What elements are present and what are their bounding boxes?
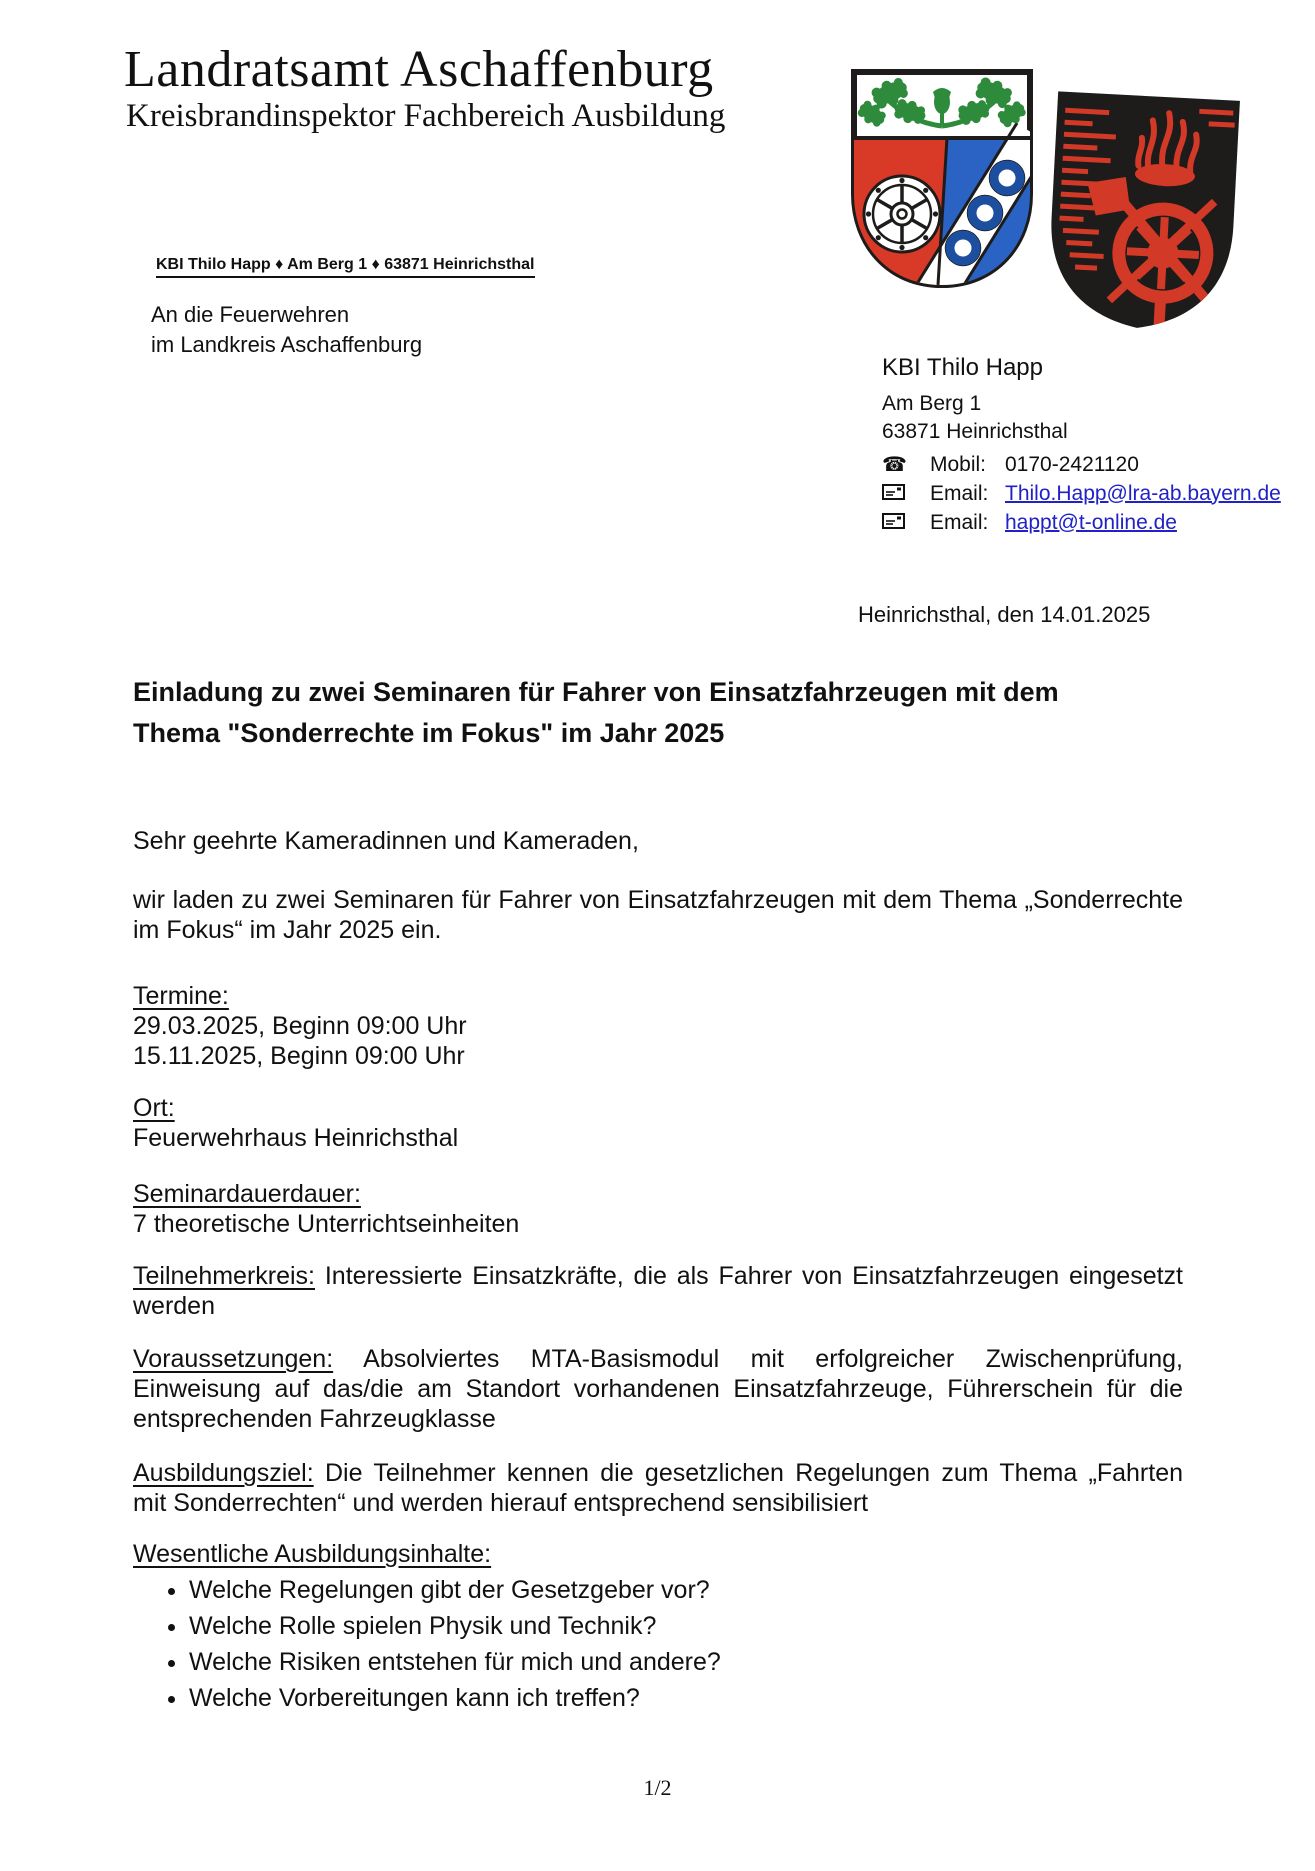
bullet-item: • Welche Risiken entstehen für mich und andere? (189, 1647, 1183, 1677)
contact-name: KBI Thilo Happ (882, 354, 1043, 381)
mobile-number: 0170-2421120 (1005, 452, 1139, 476)
section-heading-teilnehmerkreis: Teilnehmerkreis: (133, 1262, 316, 1290)
contact-street: Am Berg 1 (882, 392, 982, 415)
section-heading-inhalte: Wesentliche Ausbildungsinhalte: (133, 1540, 492, 1568)
seminar-date-2: 15.11.2025, Beginn 09:00 Uhr (133, 1042, 465, 1070)
teilnehmerkreis-text: Interessierte Einsatzkräfte, die als Fahrer von Einsatzfahrzeugen eingesetzt werden (133, 1262, 1183, 1320)
phone-icon: ☎ (882, 453, 907, 476)
section-voraussetzungen (133, 1344, 1183, 1434)
bullet-item: • Welche Vorbereitungen kann ich treffen? (189, 1683, 1183, 1713)
date-line: Heinrichsthal, den 14.01.2025 (858, 602, 1151, 627)
contact-row-mobile (882, 450, 1281, 479)
page-subtitle: Kreisbrandinspektor Fachbereich Ausbildung (126, 98, 726, 134)
section-heading-termine: Termine: (133, 982, 229, 1010)
letter-body (133, 826, 1183, 1713)
section-dauer (133, 1179, 1183, 1239)
contact-label: Mobil: (930, 452, 987, 476)
email-link-primary[interactable]: Thilo.Happ@lra-ab.bayern.de (1005, 481, 1281, 505)
section-ort (133, 1093, 1183, 1153)
content-bullet-list (133, 1575, 1183, 1713)
section-ausbildungsziel (133, 1458, 1183, 1518)
envelope-icon (882, 513, 930, 533)
sender-return-address: KBI Thilo Happ ♦ Am Berg 1 ♦ 63871 Heinrichsthal (156, 256, 535, 278)
fire-brigade-crest-icon (1038, 85, 1248, 339)
district-coat-of-arms-icon (846, 66, 1038, 292)
subject-heading: Einladung zu zwei Seminaren für Fahrer von Einsatzfahrzeugen mit dem Thema "Sonderrechte im Fokus" im Jahr 2025 (133, 677, 1059, 748)
bullet-item: • Welche Rolle spielen Physik und Technik? (189, 1611, 1183, 1641)
envelope-icon (882, 484, 930, 504)
page-title: Landratsamt Aschaffenburg (124, 41, 714, 98)
salutation: Sehr geehrte Kameradinnen und Kameraden, (133, 827, 639, 855)
wagon-wheel-icon (864, 176, 940, 252)
voraussetzungen-text: Absolviertes MTA-Basismodul mit erfolgreicher Zwischenprüfung, Einweisung auf das/die am Standort vorhandenen Einsatzfahrzeuge, Führerschein für die entsprechenden Fahrzeugklasse (133, 1345, 1183, 1433)
contact-city: 63871 Heinrichsthal (882, 420, 1068, 443)
section-heading-dauer: Seminardauerdauer: (133, 1180, 361, 1208)
contact-label: Email: (930, 510, 989, 534)
seminar-date-1: 29.03.2025, Beginn 09:00 Uhr (133, 1012, 467, 1040)
duration: 7 theoretische Unterrichtseinheiten (133, 1210, 520, 1238)
recipient-line: im Landkreis Aschaffenburg (151, 332, 423, 357)
section-heading-ort: Ort: (133, 1094, 175, 1122)
section-heading-voraussetzungen: Voraussetzungen: (133, 1345, 334, 1373)
section-heading-ausbildungsziel: Ausbildungsziel: (133, 1459, 314, 1487)
email-link-secondary[interactable]: happt@t-online.de (1005, 510, 1177, 534)
contact-row-email-2 (882, 508, 1281, 537)
ausbildungsziel-text: Die Teilnehmer kennen die gesetzlichen Regelungen zum Thema „Fahrten mit Sonderrechten“ und werden hierauf entsprechend sensibilisiert (133, 1459, 1184, 1517)
contact-block (882, 354, 1281, 537)
intro-paragraph: wir laden zu zwei Seminaren für Fahrer von Einsatzfahrzeugen mit dem Thema „Sonderrechte im Fokus“ im Jahr 2025 ein. (133, 886, 1183, 944)
section-ausbildungsinhalte (133, 1539, 1183, 1713)
page-number: 1/2 (643, 1775, 672, 1800)
section-teilnehmerkreis (133, 1261, 1183, 1321)
recipient-address (151, 300, 422, 360)
venue: Feuerwehrhaus Heinrichsthal (133, 1124, 459, 1152)
recipient-line: An die Feuerwehren (151, 302, 350, 327)
section-termine (133, 981, 1183, 1071)
bullet-item: • Welche Regelungen gibt der Gesetzgeber vor? (189, 1575, 1183, 1605)
contact-label: Email: (930, 481, 989, 505)
contact-row-email-1 (882, 479, 1281, 508)
